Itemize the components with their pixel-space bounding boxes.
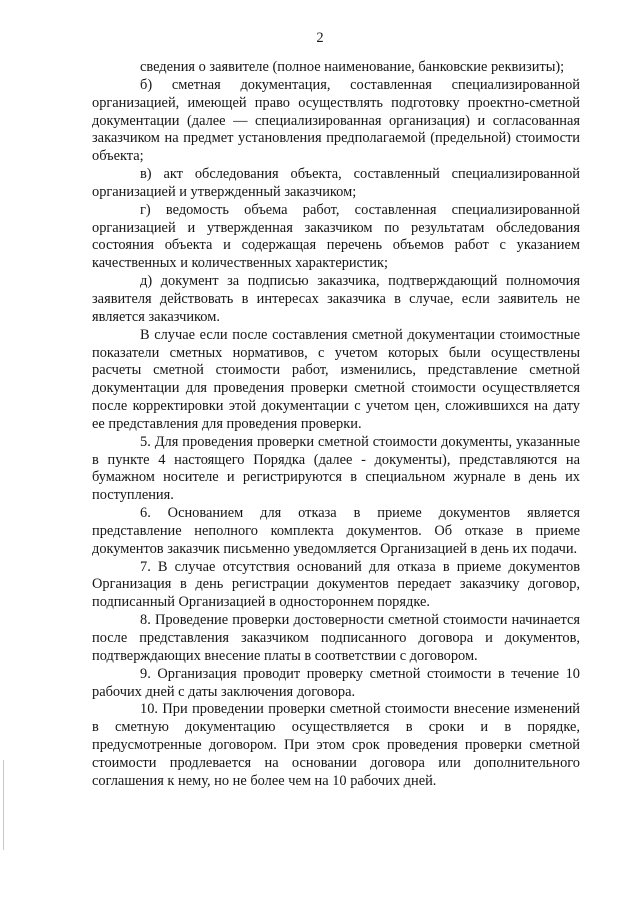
- document-body: [92, 59, 580, 791]
- paragraph-item-b: б) сметная документация, составленная специализированной организацией, имеющей право осуществлять подготовку проектно-сметной документации (далее — специализированная организация) и согласованная заказчиком на предмет установления предполагаемой (предельной) стоимости объекта;: [92, 76, 580, 165]
- paragraph-item-v: в) акт обследования объекта, составленный специализированной организацией и утвержденный заказчиком;: [92, 166, 580, 200]
- paragraph-5: 5. Для проведения проверки сметной стоимости документы, указанные в пункте 4 настоящего Порядка (далее - документы), представляются на бумажном носителе и регистрируются в специальном журнале в день их поступления.: [92, 433, 580, 504]
- paragraph-8: 8. Проведение проверки достоверности сметной стоимости начинается после представления заказчиком подписанного договора и документов, подтверждающих внесение платы в соответствии с договором.: [92, 612, 580, 664]
- paragraph-item-d: д) документ за подписью заказчика, подтверждающий полномочия заявителя действовать в интересах заказчика в случае, если заявитель не является заказчиком.: [92, 273, 580, 325]
- paragraph-item-g: г) ведомость объема работ, составленная специализированной организацией и утвержденная заказчиком по результатам обследования состояния объекта и содержащая перечень объемов работ с указанием качественных и количественных характеристик;: [92, 201, 580, 272]
- page-number: 2: [316, 30, 324, 46]
- paragraph-applicant-info: сведения о заявителе (полное наименование, банковские реквизиты);: [140, 59, 565, 75]
- scan-edge-mark: [3, 760, 4, 850]
- paragraph-6: 6. Основанием для отказа в приеме документов является представление неполного комплекта документов. Об отказе в приеме документов заказчик письменно уведомляется Организацией в день их подачи.: [92, 505, 580, 557]
- paragraph-cost-change: В случае если после составления сметной документации стоимостные показатели сметных нормативов, с учетом которых были осуществлены расчеты сметной стоимости работ, изменились, представление сметной документации для проведения проверки сметной стоимости осуществляется после корректировки этой документации с учетом цен, сложившихся на дату ее представления для проведения проверки.: [92, 326, 580, 432]
- paragraph-10: 10. При проведении проверки сметной стоимости внесение изменений в сметную документацию осуществляется в сроки и в порядке, предусмотренные договором. При этом срок проведения проверки сметной стоимости продлевается на основании договора или дополнительного соглашения к нему, но не более чем на 10 рабочих дней.: [92, 701, 580, 789]
- paragraph-9: 9. Организация проводит проверку сметной стоимости в течение 10 рабочих дней с даты заключения договора.: [92, 665, 580, 700]
- paragraph-7: 7. В случае отсутствия оснований для отказа в приеме документов Организация в день регистрации документов передает заказчику договор, подписанный Организацией в одностороннем порядке.: [92, 558, 580, 611]
